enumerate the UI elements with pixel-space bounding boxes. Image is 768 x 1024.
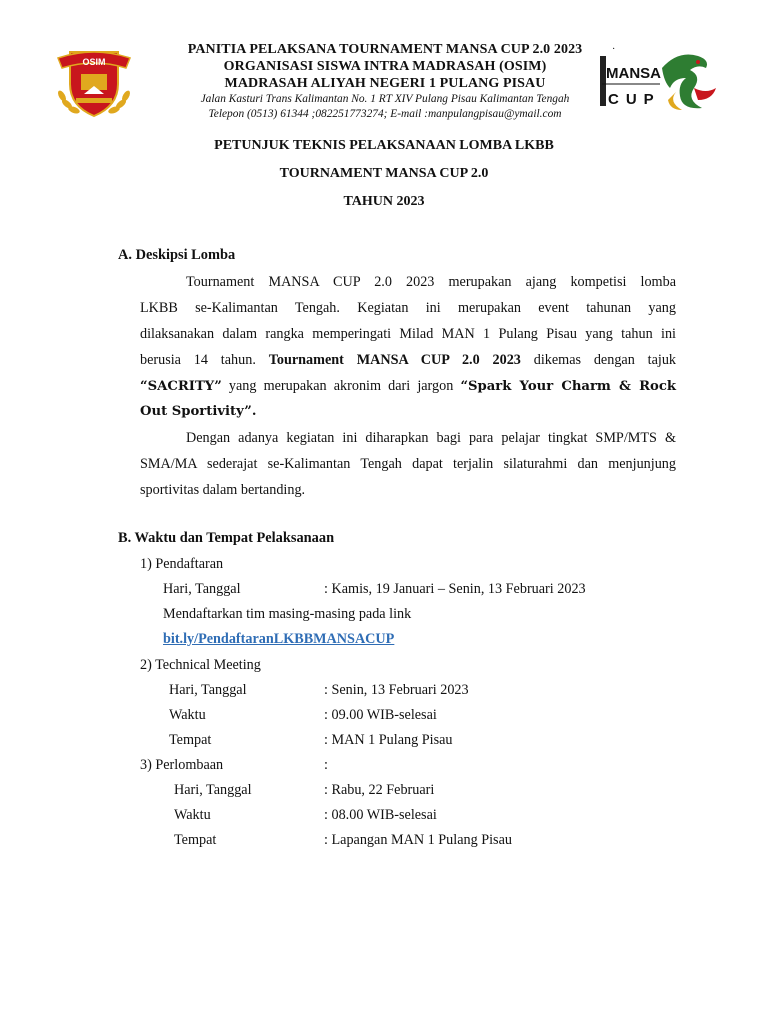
age-text: berusia 14 tahun.: [140, 352, 256, 368]
document-title-line-3: TAHUN 2023: [343, 194, 425, 209]
section-a-para2-line3: sportivitas dalam bertanding.: [140, 482, 306, 498]
registration-note: Mendaftarkan tim masing-masing pada link: [163, 606, 412, 622]
tm-place-value: : MAN 1 Pulang Pisau: [324, 732, 453, 748]
item-competition-label: 3) Perlombaan: [140, 757, 224, 773]
mansa-logo-text: MANSA: [606, 65, 661, 82]
cup-logo-text: CUP: [608, 91, 661, 108]
section-a-para1-line1: Tournament MANSA CUP 2.0 2023 merupakan ajang kompetisi lomba: [186, 274, 676, 290]
tm-place-key: Tempat: [169, 732, 212, 748]
letterhead-committee: PANITIA PELAKSANA TOURNAMENT MANSA CUP 2.0 2023: [187, 42, 583, 57]
jargon-text: “Spark Your Charm & Rock: [460, 379, 677, 394]
section-a-para1-line4: [140, 352, 676, 369]
letterhead-school: MADRASAH ALIYAH NEGERI 1 PULANG PISAU: [224, 76, 546, 91]
mansa-cup-logo: [598, 48, 722, 114]
section-a-para2-line1: Dengan adanya kegiatan ini diharapkan bagi para pelajar tingkat SMP/MTS &: [186, 430, 676, 446]
event-name-bold: Tournament MANSA CUP 2.0 2023: [268, 352, 521, 368]
tm-time-value: : 09.00 WIB-selesai: [324, 707, 437, 723]
competition-date-value: : Rabu, 22 Februari: [324, 782, 435, 798]
registration-link[interactable]: bit.ly/PendaftaranLKBBMANSACUP: [163, 631, 395, 647]
competition-place-key: Tempat: [174, 832, 217, 848]
acronym-text: yang merupakan akronim dari jargon: [228, 378, 454, 394]
competition-time-value: : 08.00 WIB-selesai: [324, 807, 437, 823]
letterhead-contact: Telepon (0513) 61344 ;082251773274; E-mail :manpulangpisau@ymail.com: [208, 108, 562, 120]
item-registration-label: 1) Pendaftaran: [140, 556, 224, 572]
osim-logo-text: OSIM: [82, 57, 106, 67]
osim-logo: [48, 44, 140, 120]
document-title-line-1: PETUNJUK TEKNIS PELAKSANAAN LOMBA LKBB: [214, 138, 554, 153]
section-a-para1-line5: [140, 378, 676, 395]
competition-colon: :: [324, 757, 328, 773]
tm-date-key: Hari, Tanggal: [169, 682, 247, 698]
section-b-heading: B. Waktu dan Tempat Pelaksanaan: [118, 530, 335, 546]
registration-date-key: Hari, Tanggal: [163, 581, 241, 597]
letterhead-address: Jalan Kasturi Trans Kalimantan No. 1 RT XIV Pulang Pisau Kalimantan Tengah: [200, 93, 570, 105]
stray-mark: ·: [612, 44, 616, 55]
competition-date-key: Hari, Tanggal: [174, 782, 252, 798]
section-a-heading: A. Deskipsi Lomba: [118, 247, 236, 263]
section-a-para2-line2: SMA/MA sederajat se-Kalimantan Tengah dapat terjalin silaturahmi dan menjunjung: [140, 456, 676, 472]
competition-place-value: : Lapangan MAN 1 Pulang Pisau: [324, 832, 512, 848]
section-a-para1-line3: dilaksanakan dalam rangka memperingati Milad MAN 1 Pulang Pisau yang tahun ini: [140, 326, 676, 342]
tm-date-value: : Senin, 13 Februari 2023: [324, 682, 469, 698]
item-technical-meeting-label: 2) Technical Meeting: [140, 657, 261, 673]
theme-name: “SACRITY”: [140, 379, 222, 394]
document-title-line-2: TOURNAMENT MANSA CUP 2.0: [279, 166, 489, 181]
section-a-para1-line2: LKBB se-Kalimantan Tengah. Kegiatan ini merupakan event tahunan yang: [140, 300, 676, 316]
competition-time-key: Waktu: [174, 807, 211, 823]
theme-intro-text: dikemas dengan tajuk: [533, 352, 677, 368]
letterhead-organization: ORGANISASI SISWA INTRA MADRASAH (OSIM): [223, 59, 547, 74]
jargon-text-end: Out Sportivity”.: [140, 404, 257, 419]
registration-date-value: : Kamis, 19 Januari – Senin, 13 Februari 2023: [324, 581, 586, 597]
tm-time-key: Waktu: [169, 707, 206, 723]
